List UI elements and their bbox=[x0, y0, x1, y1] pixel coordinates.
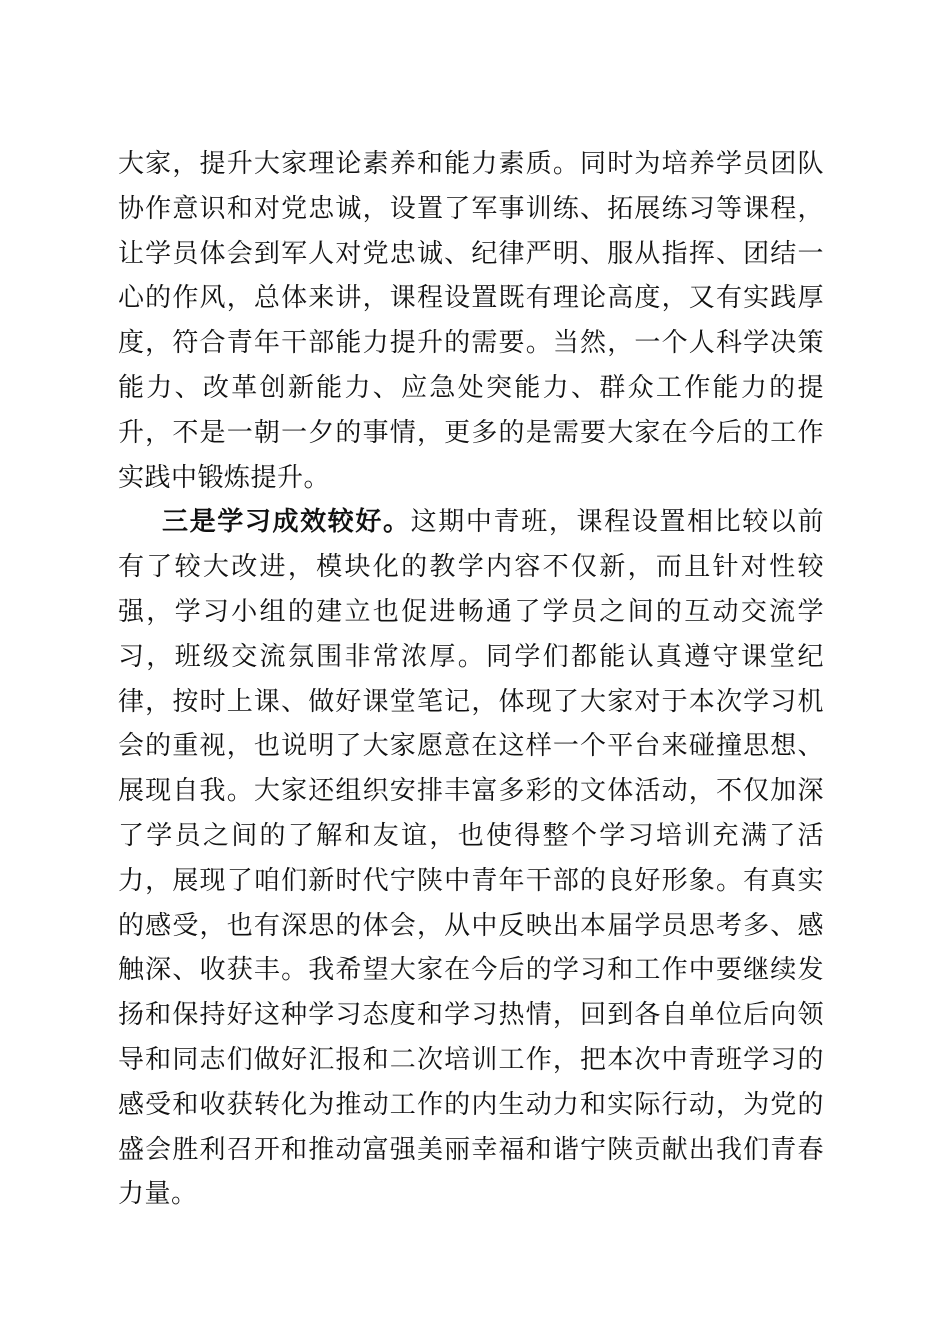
document-body bbox=[118, 142, 824, 1217]
paragraph-text: 这期中青班，课程设置相比较以前有了较大改进，模块化的教学内容不仅新，而且针对性较强，学习小组的建立也促进畅通了学员之间的互动交流学习，班级交流氛围非常浓厚。同学们都能认真遵守课堂纪律，按时上课、做好课堂笔记，体现了大家对于本次学习机会的重视，也说明了大家愿意在这样一个平台来碰撞思想、展现自我。大家还组织安排丰富多彩的文体活动，不仅加深了学员之间的了解和友谊，也使得整个学习培训充满了活力，展现了咱们新时代宁陕中青年干部的良好形象。有真实的感受，也有深思的体会，从中反映出本届学员思考多、感触深、收获丰。我希望大家在今后的学习和工作中要继续发扬和保持好这种学习态度和学习热情，回到各自单位后向领导和同志们做好汇报和二次培训工作，把本次中青班学习的感受和收获转化为推动工作的内生动力和实际行动，为党的盛会胜利召开和推动富强美丽幸福和谐宁陕贡献出我们青春力量。 bbox=[118, 507, 824, 1210]
paragraph-heading: 三是学习成效较好。 bbox=[162, 507, 411, 538]
paragraph-continued bbox=[118, 142, 824, 500]
paragraph-learning-results bbox=[118, 500, 824, 1217]
paragraph-text: 大家，提升大家理论素养和能力素质。同时为培养学员团队协作意识和对党忠诚，设置了军事训练、拓展练习等课程，让学员体会到军人对党忠诚、纪律严明、服从指挥、团结一心的作风，总体来讲，课程设置既有理论高度，又有实践厚度，符合青年干部能力提升的需要。当然，一个人科学决策能力、改革创新能力、应急处突能力、群众工作能力的提升，不是一朝一夕的事情，更多的是需要大家在今后的工作实践中锻炼提升。 bbox=[118, 149, 824, 493]
